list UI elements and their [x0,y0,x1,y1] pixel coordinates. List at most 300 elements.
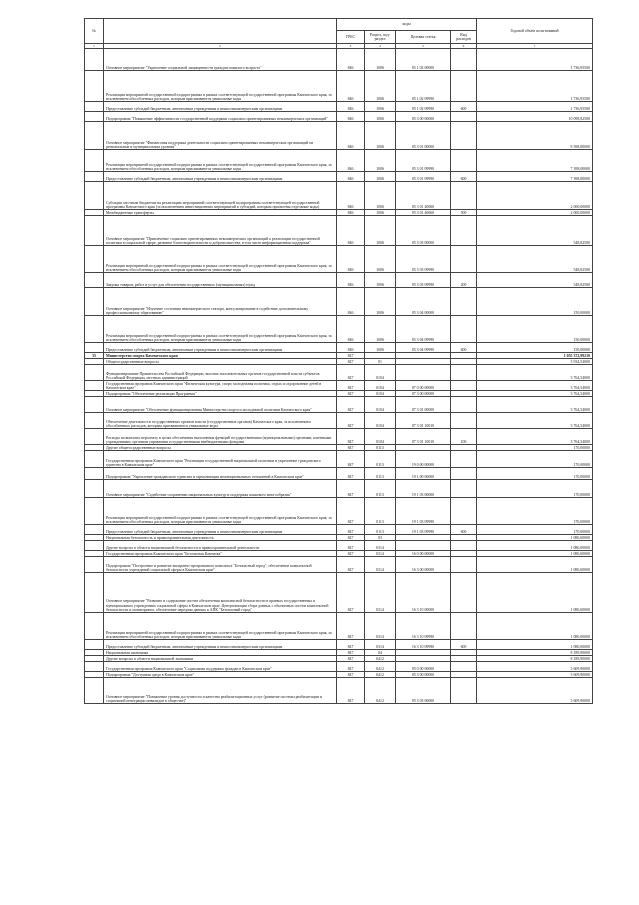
header-grbs: ГРБС [337,31,365,44]
row-target: 05 1 02 00000 [396,49,451,71]
row-number [85,182,104,210]
row-expense-type [451,112,477,122]
row-number [85,468,104,480]
row-amount: 3 764,54000 [477,391,593,397]
row-target: 05 3 04 00000 [396,288,451,316]
row-number [85,413,104,429]
row-number [85,498,104,525]
row-number [85,316,104,343]
row-target: 05 3 01 00000 [396,122,451,150]
row-expense-type [451,288,477,316]
row-description: Основное мероприятие "Финансовая поддержка деятельности социально ориентированных некоммерческих организаций на региональном и муниципальном уровнях" [104,122,337,150]
row-description: Основное мероприятие "Обеспечение функционирования Министерства спорта и молодежной политики Камчатского края" [104,397,337,413]
table-row [85,541,593,551]
row-section: 0104 [365,391,396,397]
row-amount: 170,00000 [477,498,593,525]
row-amount: 2 000,00000 [477,182,593,210]
row-section: 0412 [365,662,396,672]
row-expense-type [451,182,477,210]
row-description: Основное мероприятие "Развитие и содержание систем обеспечения комплексной безопасности в краевых государственных и муниципальных учреждениях социальной сферы в Камчатском крае. Централизация сбора данных с объектовых систем комплексной безопасности и мониторинга, обеспечение передачи данных в АПК "Безопасный город" [104,573,337,613]
row-description: Государственная программа Камчатского края "Безопасная Камчатка" [104,551,337,557]
row-description: Основное мероприятие "Привлечение социально ориентированных некоммерческих организаций к реализации государственной политики в социальной сфере, развитие благотворительности и добровольчества, в том числе информационная поддержка" [104,216,337,246]
row-amount: 1 080,00000 [477,640,593,650]
table-row [85,273,593,288]
row-grbs: 846 [337,71,365,102]
header-target: Целевая статья [396,31,451,44]
row-number: 35 [85,353,104,359]
row-grbs: 847 [337,468,365,480]
table-row [85,316,593,343]
row-grbs: 847 [337,429,365,445]
row-expense-type [451,678,477,704]
row-expense-type: 600 [451,640,477,650]
row-target [396,541,451,551]
row-expense-type: 200 [451,273,477,288]
row-description: Реализация мероприятий государственной подпрограммы в рамках соответствующей государственной программы Камчатского края, за исключением обособленных расходов, которым присваиваются уникальные коды [104,246,337,273]
header-index: 3 [337,44,365,49]
row-amount: 3 764,54000 [477,381,593,391]
table-row [85,122,593,150]
header-index: 5 [396,44,451,49]
row-target: 05 1 02 09990 [396,102,451,112]
row-grbs: 847 [337,353,365,359]
row-amount: 150,00000 [477,288,593,316]
header-blank [104,19,337,44]
table-row [85,246,593,273]
table-row [85,573,593,613]
row-grbs: 846 [337,216,365,246]
row-grbs: 847 [337,381,365,391]
row-amount: 2 000,00000 [477,210,593,216]
row-expense-type: 600 [451,525,477,535]
row-grbs: 847 [337,613,365,640]
row-description: Основное мероприятие "Повышение уровня доступности и качества реабилитационных услуг (развитие системы реабилитации и социальной интеграции инвалидов в обществе)" [104,678,337,704]
row-grbs: 846 [337,150,365,172]
row-section: 1006 [365,316,396,343]
table-row [85,525,593,535]
table-row [85,150,593,172]
table-row [85,413,593,429]
table-row [85,678,593,704]
row-target: 05 3 04 09990 [396,316,451,343]
table-row [85,397,593,413]
row-expense-type [451,613,477,640]
row-description: Основное мероприятие "Изучение состояния некоммерческого сектора, консультирование в содействие дополнительному профессиональному образованию" [104,288,337,316]
row-section: 1006 [365,246,396,273]
row-amount: 5 609,90000 [477,662,593,672]
row-grbs: 847 [337,391,365,397]
row-expense-type [451,480,477,498]
row-section: 0104 [365,413,396,429]
row-number [85,480,104,498]
row-section: 1006 [365,182,396,210]
row-amount: 1 080,00000 [477,557,593,573]
row-section: 1006 [365,172,396,182]
row-description: Реализация мероприятий государственной подпрограммы в рамках соответствующей государственной программы Камчатского края, за исключением обособленных расходов, которым присваиваются уникальные коды [104,316,337,343]
row-expense-type [451,413,477,429]
row-target: 07 3 00 00000 [396,391,451,397]
row-number [85,365,104,381]
row-section: 01 [365,359,396,365]
row-amount: 3 764,54000 [477,397,593,413]
row-section: 1006 [365,102,396,112]
header-expense: Вид расходов [451,31,477,44]
row-expense-type [451,381,477,391]
row-target: 19 1 00 00000 [396,468,451,480]
row-description: Другие общегосударственные вопросы [104,445,337,451]
row-target: 19 0 00 00000 [396,451,451,468]
row-grbs: 847 [337,541,365,551]
row-description: Субсидии местным бюджетам на реализацию мероприятий соответствующей подпрограммы соответствующей государственной программы Камчатского края (за исключением инвестиционных мероприятий и субсидий, которым присвоены отдельные коды) [104,182,337,210]
row-description: Расходы на выплаты персоналу в целях обеспечения выполнения функций государственными (муниципальными) органами, казенными учреждениями, органами управления государственными внебюджетными фондами [104,429,337,445]
row-amount: 3 764,54000 [477,429,593,445]
row-amount: 150,00000 [477,343,593,353]
row-description: Национальная безопасность и правоохранительная деятельность [104,535,337,541]
row-expense-type [451,246,477,273]
row-description: Основное мероприятие "Содействие сохранению национальных культур и поддержка языкового многообразия" [104,480,337,498]
row-section: 0412 [365,672,396,678]
row-section: 04 [365,650,396,656]
row-description: Предоставление субсидий бюджетным, автономным учреждениям и иным некоммерческим организациям [104,102,337,112]
row-target: 16 3 00 00000 [396,557,451,573]
row-section: 1006 [365,216,396,246]
table-row [85,451,593,468]
row-section: 0412 [365,678,396,704]
row-grbs: 847 [337,535,365,541]
row-target: 05 3 01 09990 [396,150,451,172]
row-amount: 150,00000 [477,316,593,343]
row-section: 03 [365,535,396,541]
row-amount: 8 189,90000 [477,650,593,656]
row-number [85,273,104,288]
row-target: 05 3 03 00000 [396,678,451,704]
table-row [85,112,593,122]
row-description: Предоставление субсидий бюджетным, автономным учреждениям и иным некоммерческим организациям [104,343,337,353]
row-section: 1006 [365,288,396,316]
row-number [85,541,104,551]
row-description: Министерство спорта Камчатского края [104,353,337,359]
row-number [85,613,104,640]
header-codes: коды [337,19,477,31]
row-description: Функционирование Правительства Российской Федерации, высших исполнительных органов государственной власти субъектов Российской Федерации, местных администраций [104,365,337,381]
row-description: Реализация мероприятий государственной подпрограммы в рамках соответствующей государственной программы Камчатского края, за исключением обособленных расходов, которым присваиваются уникальные коды [104,498,337,525]
row-grbs: 847 [337,573,365,613]
row-section: 0412 [365,656,396,662]
row-amount: 3 934,54000 [477,359,593,365]
row-grbs: 847 [337,480,365,498]
budget-document-page [84,18,592,898]
row-section: 0113 [365,451,396,468]
row-number [85,112,104,122]
row-target: 16 0 00 00000 [396,551,451,557]
row-grbs: 847 [337,413,365,429]
row-target: 16 3 10 09990 [396,640,451,650]
row-amount: 5 609,90000 [477,678,593,704]
row-amount: 3 764,54000 [477,365,593,381]
row-amount: 8 189,90000 [477,656,593,662]
row-description: Предоставление субсидий бюджетным, автономным учреждениям и иным некоммерческим организациям [104,525,337,535]
row-target: 05 3 03 09990 [396,246,451,273]
row-expense-type [451,122,477,150]
row-section: 1006 [365,273,396,288]
row-description: Государственная программа Камчатского края "Социальная поддержка граждан в Камчатском крае" [104,662,337,672]
table-row [85,182,593,210]
row-amount: 170,00000 [477,480,593,498]
row-amount: 170,00000 [477,445,593,451]
row-section: 1006 [365,150,396,172]
row-section: 0314 [365,573,396,613]
table-row [85,288,593,316]
table-row [85,102,593,112]
row-description: Реализация мероприятий государственной подпрограммы в рамках соответствующей государственной программы Камчатского края, за исключением обособленных расходов, которым присваиваются уникальные коды [104,150,337,172]
row-grbs: 846 [337,49,365,71]
row-amount: 7 398,00000 [477,150,593,172]
row-amount: 1 080,00000 [477,535,593,541]
row-grbs: 847 [337,672,365,678]
row-grbs: 847 [337,445,365,451]
row-number [85,429,104,445]
table-row [85,498,593,525]
row-target: 16 3 10 00000 [396,573,451,613]
row-number [85,122,104,150]
row-expense-type [451,498,477,525]
row-description: Реализация мероприятий государственной подпрограммы в рамках соответствующей государственной программы Камчатского края, за исключением обособленных расходов, которым присваиваются уникальные коды [104,71,337,102]
row-number [85,102,104,112]
table-row [85,343,593,353]
table-row [85,49,593,71]
row-expense-type [451,662,477,672]
row-target: 07 0 00 00000 [396,381,451,391]
row-expense-type [451,557,477,573]
row-expense-type: 100 [451,429,477,445]
row-section: 1006 [365,122,396,150]
row-target: 05 3 04 09990 [396,343,451,353]
row-expense-type [451,451,477,468]
row-target: 05 3 01 40060 [396,210,451,216]
row-description: Межбюджетные трансферты [104,210,337,216]
row-amount: 1 080,00000 [477,551,593,557]
row-grbs: 846 [337,246,365,273]
row-grbs: 847 [337,551,365,557]
row-number [85,150,104,172]
row-target: 05 3 00 00000 [396,112,451,122]
row-section: 0104 [365,381,396,391]
row-section: 0314 [365,541,396,551]
table-row [85,71,593,102]
table-row [85,365,593,381]
row-number [85,573,104,613]
row-amount: 1 055 372,99210 [477,353,593,359]
header-amount: Годовой объём ассигнований [477,19,593,44]
row-description: Государственная программа Камчатского края "Физическая культура, спорт, молодежная политика, отдых и оздоровление детей в Камчатском крае" [104,381,337,391]
row-amount: 548,82500 [477,273,593,288]
row-grbs: 846 [337,316,365,343]
row-amount: 5 609,90000 [477,672,593,678]
row-grbs: 846 [337,343,365,353]
row-grbs: 847 [337,498,365,525]
row-grbs: 847 [337,656,365,662]
row-target: 19 1 03 00000 [396,480,451,498]
row-description: Подпрограмма "Построение и развитие аппаратно-программного комплекса "Безопасный город", обеспечение комплексной безопасности учреждений социальной сферы в Камчатском крае" [104,557,337,573]
row-section: 1006 [365,210,396,216]
row-expense-type [451,541,477,551]
table-row [85,216,593,246]
row-grbs: 847 [337,397,365,413]
header-section: Раздел, под-раздел [365,31,396,44]
row-grbs: 846 [337,210,365,216]
row-number [85,640,104,650]
row-description: Другие вопросы в области национальной экономики [104,656,337,662]
table-row [85,557,593,573]
row-target: 05 3 00 00000 [396,672,451,678]
row-description: Предоставление субсидий бюджетным, автономным учреждениям и иным некоммерческим организациям [104,640,337,650]
row-amount: 10 098,82500 [477,112,593,122]
row-section: 0113 [365,445,396,451]
row-amount: 1 080,00000 [477,613,593,640]
row-section: 0314 [365,613,396,640]
row-grbs: 847 [337,359,365,365]
row-expense-type: 500 [451,210,477,216]
row-number [85,49,104,71]
row-target: 07 3 01 10010 [396,413,451,429]
row-target: 19 1 03 09990 [396,498,451,525]
row-section: 0104 [365,365,396,381]
row-section: 0314 [365,640,396,650]
row-number [85,343,104,353]
row-number [85,557,104,573]
row-number [85,381,104,391]
table-row [85,429,593,445]
row-description: Реализация мероприятий государственной подпрограммы в рамках соответствующей государственной программы Камчатского края, за исключением обособленных расходов, которым присваиваются уникальные коды [104,613,337,640]
row-amount: 1 736,95500 [477,49,593,71]
row-grbs: 847 [337,640,365,650]
row-target: 05 3 03 09990 [396,273,451,288]
row-description: Подпрограмма "Укрепление гражданского единства и гармонизация межнациональных отношений в Камчатском крае" [104,468,337,480]
row-amount: 3 764,54000 [477,413,593,429]
row-expense-type [451,71,477,102]
row-description: Подпрограмма "Повышение эффективности государственной поддержки социально ориентированных некоммерческих организаций" [104,112,337,122]
row-number [85,662,104,672]
row-section: 0314 [365,557,396,573]
row-grbs: 846 [337,112,365,122]
table-row [85,480,593,498]
row-number [85,216,104,246]
table-row [85,381,593,391]
row-description: Закупка товаров, работ и услуг для обеспечения государственных (муниципальных) нужд [104,273,337,288]
row-section: 0113 [365,480,396,498]
row-section: 1006 [365,112,396,122]
row-amount: 1 080,00000 [477,541,593,551]
row-expense-type [451,397,477,413]
row-grbs: 847 [337,365,365,381]
row-target [396,365,451,381]
row-target: 07 3 01 10010 [396,429,451,445]
row-grbs: 846 [337,288,365,316]
header-index: 6 [451,44,477,49]
row-expense-type: 600 [451,172,477,182]
row-grbs: 847 [337,678,365,704]
table-row [85,468,593,480]
table-row [85,613,593,640]
header-num: № [85,19,104,44]
row-amount: 1 736,95500 [477,71,593,102]
row-section: 1006 [365,49,396,71]
header-index: 1 [85,44,104,49]
table-row [85,172,593,182]
row-grbs: 847 [337,557,365,573]
row-grbs: 846 [337,102,365,112]
row-grbs: 847 [337,650,365,656]
row-amount: 9 398,00000 [477,122,593,150]
row-number [85,525,104,535]
row-amount: 7 398,00000 [477,172,593,182]
row-target: 05 3 01 09990 [396,172,451,182]
row-amount: 170,00000 [477,451,593,468]
row-expense-type [451,468,477,480]
row-expense-type [451,150,477,172]
row-section: 1006 [365,343,396,353]
row-amount: 170,00000 [477,468,593,480]
row-expense-type [451,573,477,613]
table-row [85,662,593,672]
row-number [85,246,104,273]
row-expense-type: 600 [451,102,477,112]
row-grbs: 846 [337,273,365,288]
row-grbs: 847 [337,662,365,672]
row-amount: 1 736,95500 [477,102,593,112]
row-section: 0113 [365,468,396,480]
row-description: Подпрограмма "Доступная среда в Камчатском крае" [104,672,337,678]
row-number [85,451,104,468]
row-number [85,288,104,316]
row-target: 05 1 02 09990 [396,71,451,102]
row-section: 0113 [365,498,396,525]
row-amount: 1 080,00000 [477,573,593,613]
header-index: 4 [365,44,396,49]
row-description: Национальная экономика [104,650,337,656]
budget-table-body [85,49,593,704]
row-target: 07 3 01 00000 [396,397,451,413]
row-number [85,71,104,102]
row-section: 1006 [365,71,396,102]
row-description: Другие вопросы в области национальной безопасности и правоохранительной деятельности [104,541,337,551]
row-amount: 548,82500 [477,216,593,246]
row-number [85,172,104,182]
row-target: 05 3 01 40060 [396,182,451,210]
row-expense-type [451,49,477,71]
row-description: Подпрограмма "Обеспечение реализации Программы" [104,391,337,397]
row-section: 0104 [365,397,396,413]
row-amount: 548,82500 [477,246,593,273]
row-description: Обеспечение деятельности государственных органов власти (государственных органов) Камчатского края, за исключением обособленных расходов, которым присваиваются уникальные коды [104,413,337,429]
row-section: 0314 [365,551,396,557]
header-index: 2 [104,44,337,49]
row-number [85,397,104,413]
row-description: Общегосударственные вопросы [104,359,337,365]
row-section: 0113 [365,525,396,535]
row-expense-type [451,216,477,246]
row-grbs: 847 [337,525,365,535]
row-target: 05 0 00 00000 [396,662,451,672]
row-amount: 170,00000 [477,525,593,535]
row-grbs: 847 [337,451,365,468]
row-description: Предоставление субсидий бюджетным, автономным учреждениям и иным некоммерческим организациям [104,172,337,182]
row-description: Основное мероприятие "Укрепление социальной защищенности граждан пожилого возраста" [104,49,337,71]
row-expense-type: 600 [451,343,477,353]
header-index: 7 [477,44,593,49]
budget-table [84,18,593,704]
row-target: 16 3 10 09990 [396,613,451,640]
